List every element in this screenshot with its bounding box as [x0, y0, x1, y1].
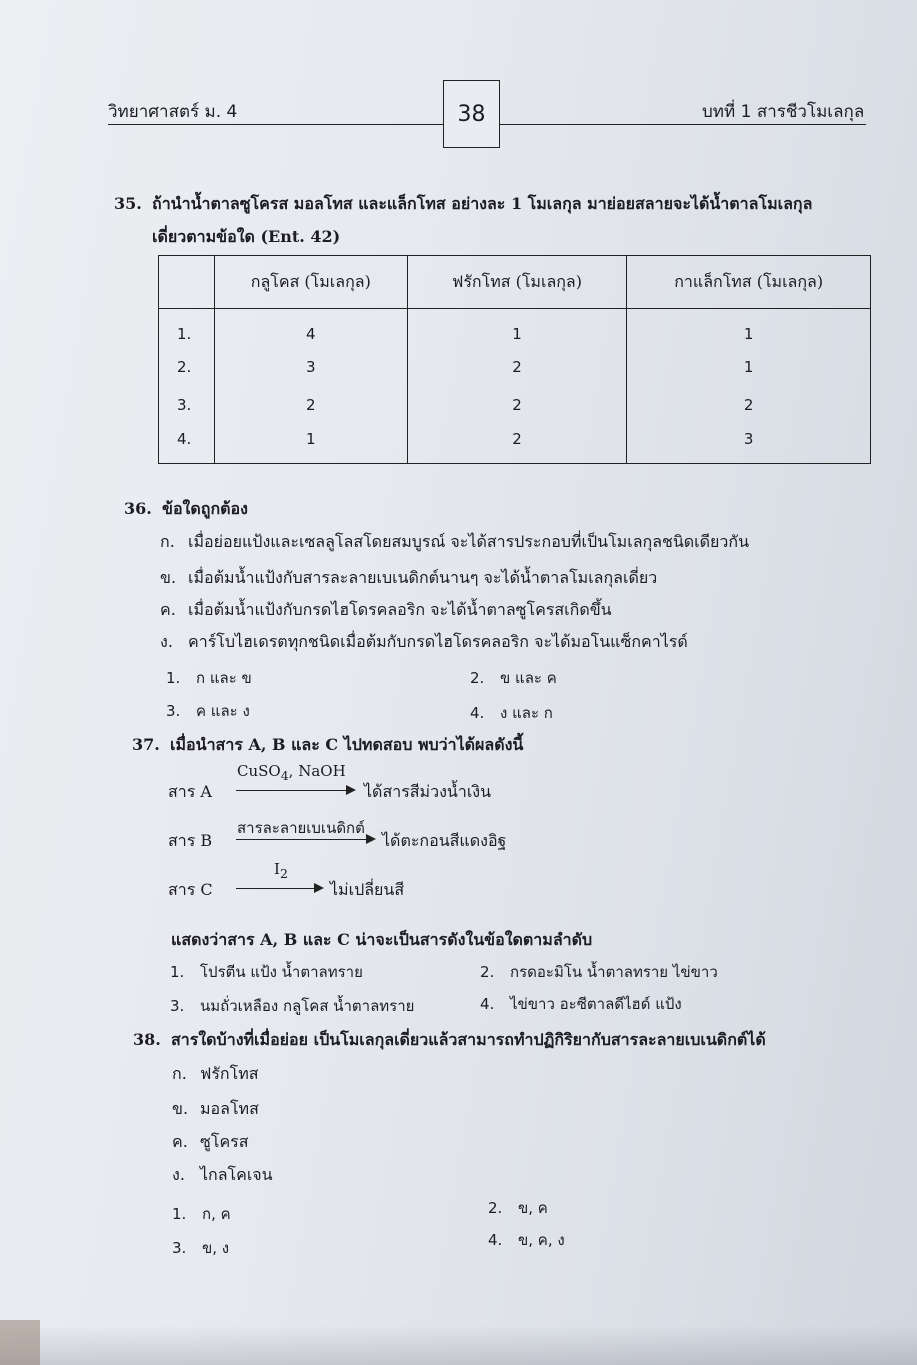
- q36-statement: [160, 566, 657, 591]
- q38-option[interactable]: [172, 1202, 231, 1226]
- q38-text: สารใดบ้างที่เมื่อย่อย เป็นโมเลกุลเดี่ยวแล้วสามารถทำปฏิกิริยากับสารละลายเบเนดิกต์ได้: [171, 1030, 766, 1049]
- arrow-c: [236, 888, 316, 889]
- result-b: ได้ตะกอนสีแดงอิฐ: [382, 831, 507, 850]
- q37-option[interactable]: [170, 994, 414, 1018]
- statement-label: ข.: [172, 1099, 189, 1118]
- table-cell: 1: [214, 424, 407, 464]
- table-cell: 4: [214, 309, 407, 349]
- substance-c: สาร C: [168, 880, 213, 899]
- option-number: 3.: [166, 702, 181, 720]
- q36-number: 36.: [124, 499, 152, 518]
- option-number: 3.: [170, 997, 185, 1015]
- q35-table: [158, 255, 871, 464]
- option-text: ข และ ค: [500, 669, 557, 687]
- statement-text: เมื่อต้มน้ำแป้งกับสารละลายเบเนดิกต์นานๆ จะได้น้ำตาลโมเลกุลเดี่ยว: [188, 568, 658, 587]
- option-text: ข, ค, ง: [518, 1231, 565, 1249]
- option-text: ก และ ข: [196, 669, 252, 687]
- q38-statement: [172, 1097, 259, 1122]
- q38-statement: [172, 1130, 249, 1155]
- reagent-b: สารละลายเบเนดิกต์: [237, 819, 365, 837]
- option-text: ก, ค: [202, 1205, 231, 1223]
- q37-number: 37.: [132, 735, 160, 754]
- q37-option[interactable]: [480, 992, 682, 1016]
- table-cell: 2: [407, 386, 627, 424]
- result-c: ไม่เปลี่ยนสี: [330, 880, 405, 899]
- reagent-a: [237, 762, 346, 783]
- table-header-cell: กลูโคส (โมเลกุล): [214, 256, 407, 309]
- option-text: ค และ ง: [196, 702, 250, 720]
- arrow-a-head: [346, 785, 356, 795]
- page-number-box: [443, 80, 500, 148]
- statement-text: มอลโทส: [200, 1099, 259, 1118]
- table-row: [159, 424, 871, 464]
- table-cell: 2: [407, 348, 627, 386]
- result-a: ได้สารสีม่วงน้ำเงิน: [364, 782, 492, 801]
- arrow-a: [236, 790, 348, 791]
- option-number: 4.: [470, 704, 485, 722]
- q38-number: 38.: [133, 1030, 161, 1049]
- table-cell: 4.: [159, 424, 215, 464]
- reagent-a-sub: 4: [280, 768, 289, 783]
- q36-option[interactable]: [166, 699, 250, 723]
- reagent-c-sub: 2: [279, 866, 288, 881]
- table-cell: 2: [214, 386, 407, 424]
- table-cell: 1: [627, 309, 871, 349]
- statement-text: ซูโครส: [200, 1132, 249, 1151]
- option-number: 4.: [480, 995, 495, 1013]
- q36-statement: [160, 630, 688, 655]
- arrow-c-head: [314, 883, 324, 893]
- option-number: 4.: [488, 1231, 503, 1249]
- table-cell: 1: [627, 348, 871, 386]
- table-cell: 2: [627, 386, 871, 424]
- table-header-cell: กาแล็กโทส (โมเลกุล): [627, 256, 871, 309]
- option-text: ข, ค: [518, 1199, 548, 1217]
- q36-text: ข้อใดถูกต้อง: [162, 499, 248, 518]
- option-number: 3.: [172, 1239, 187, 1257]
- option-number: 1.: [170, 963, 185, 981]
- header-subject: วิทยาศาสตร์ ม. 4: [108, 102, 238, 122]
- q36-option[interactable]: [470, 701, 553, 725]
- option-number: 1.: [172, 1205, 187, 1223]
- option-number: 2.: [488, 1199, 503, 1217]
- statement-text: ฟรักโทส: [200, 1064, 259, 1083]
- q37-option[interactable]: [170, 960, 363, 984]
- arrow-b-head: [366, 834, 376, 844]
- statement-label: ง.: [172, 1165, 185, 1184]
- arrow-b: [236, 839, 368, 840]
- table-header-cell: [159, 256, 215, 309]
- substance-b: สาร B: [168, 831, 213, 850]
- q37-question: แสดงว่าสาร A, B และ C น่าจะเป็นสารดังในข้อใดตามลำดับ: [171, 930, 593, 949]
- q38-title: [133, 1028, 766, 1053]
- option-number: 2.: [470, 669, 485, 687]
- page-number: 38: [457, 101, 486, 127]
- header-chapter: บทที่ 1 สารชีวโมเลกุล: [702, 102, 865, 122]
- table-row: [159, 309, 871, 349]
- option-number: 1.: [166, 669, 181, 687]
- table-row: [159, 386, 871, 424]
- reagent-a-main: CuSO: [237, 762, 281, 780]
- table-cell: 3: [627, 424, 871, 464]
- q35-line1: [114, 192, 812, 217]
- reagent-a-rest: , NaOH: [288, 762, 346, 780]
- q36-statement: [160, 598, 612, 623]
- table-cell: 3.: [159, 386, 215, 424]
- q37-title: [132, 733, 523, 758]
- statement-text: เมื่อย่อยแป้งและเซลลูโลสโดยสมบูรณ์ จะได้สารประกอบที่เป็นโมเลกุลชนิดเดียวกัน: [188, 532, 750, 551]
- option-number: 2.: [480, 963, 495, 981]
- table-cell: 3: [214, 348, 407, 386]
- table-row: [159, 348, 871, 386]
- q35-text1: ถ้านำน้ำตาลซูโครส มอลโทส และแล็กโทส อย่างละ 1 โมเลกุล มาย่อยสลายจะได้น้ำตาลโมเลกุล: [152, 194, 813, 213]
- statement-label: ก.: [160, 532, 175, 551]
- option-text: ข, ง: [202, 1239, 230, 1257]
- table-cell: 2: [407, 424, 627, 464]
- page-corner: [0, 1320, 40, 1365]
- table-header-row: [159, 256, 871, 309]
- option-text: ง และ ก: [500, 704, 553, 722]
- statement-label: ข.: [160, 568, 177, 587]
- q36-option[interactable]: [470, 666, 557, 690]
- q35-number: 35.: [114, 194, 142, 213]
- page-shadow: [0, 1325, 917, 1365]
- table-header-cell: ฟรักโทส (โมเลกุล): [407, 256, 627, 309]
- statement-label: ง.: [160, 632, 173, 651]
- table-cell: 1.: [159, 309, 215, 349]
- reagent-c: [274, 860, 288, 881]
- option-text: นมถั่วเหลือง กลูโคส น้ำตาลทราย: [200, 997, 415, 1015]
- option-text: โปรตีน แป้ง น้ำตาลทราย: [200, 963, 363, 981]
- q36-statement: [160, 530, 749, 555]
- q37-text: เมื่อนำสาร A, B และ C ไปทดสอบ พบว่าได้ผลดังนี้: [170, 735, 524, 754]
- option-text: กรดอะมิโน น้ำตาลทราย ไข่ขาว: [510, 963, 718, 981]
- q38-statement: [172, 1163, 273, 1188]
- statement-text: คาร์โบไฮเดรตทุกชนิดเมื่อต้มกับกรดไฮโดรคลอริก จะได้มอโนแซ็กคาไรด์: [188, 632, 688, 651]
- statement-label: ก.: [172, 1064, 187, 1083]
- q36-title: [124, 497, 248, 522]
- q38-statement: [172, 1062, 259, 1087]
- q38-option[interactable]: [172, 1236, 229, 1260]
- statement-text: ไกลโคเจน: [200, 1165, 273, 1184]
- q35-line2: เดี่ยวตามข้อใด (Ent. 42): [152, 227, 341, 246]
- substance-a: สาร A: [168, 782, 212, 801]
- q36-option[interactable]: [166, 666, 252, 690]
- reagent-c-main: I: [274, 860, 280, 878]
- table-cell: 2.: [159, 348, 215, 386]
- option-text: ไข่ขาว อะซีตาลดีไฮด์ แป้ง: [510, 995, 682, 1013]
- q37-option[interactable]: [480, 960, 718, 984]
- statement-text: เมื่อต้มน้ำแป้งกับกรดไฮโดรคลอริก จะได้น้ำตาลซูโครสเกิดขึ้น: [188, 600, 612, 619]
- statement-label: ค.: [160, 600, 176, 619]
- table-cell: 1: [407, 309, 627, 349]
- statement-label: ค.: [172, 1132, 188, 1151]
- q38-option[interactable]: [488, 1228, 565, 1252]
- q38-option[interactable]: [488, 1196, 548, 1220]
